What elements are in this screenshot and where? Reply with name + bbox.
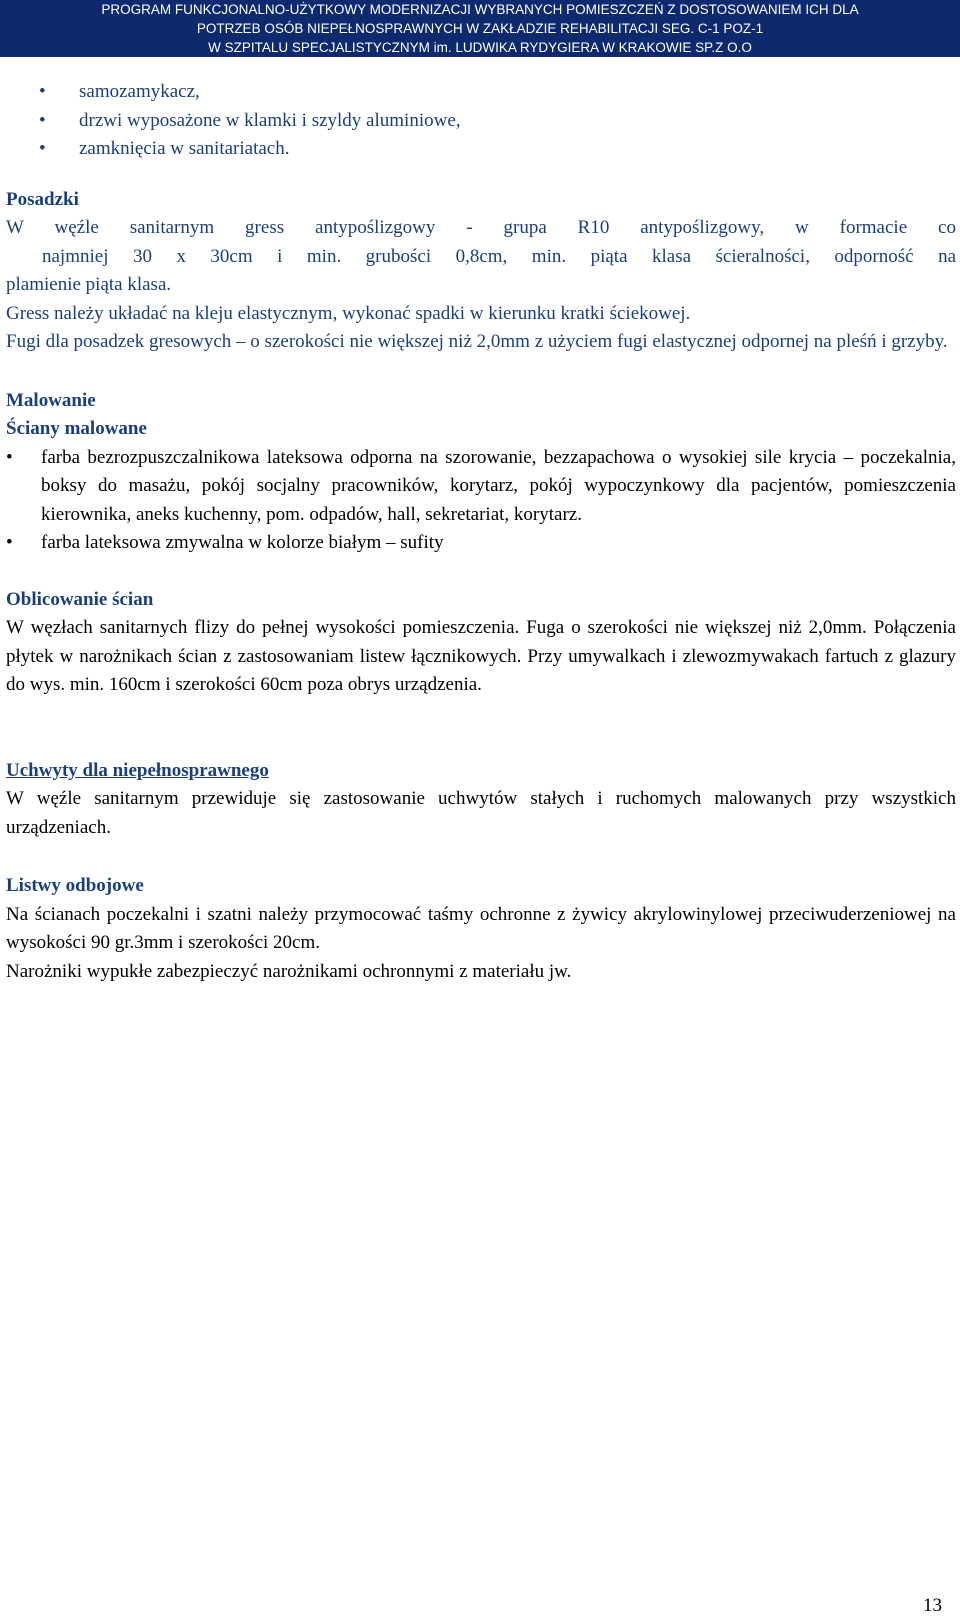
header-line-1: PROGRAM FUNKCJONALNO-UŻYTKOWY MODERNIZACJI WYBRANYCH POMIESZCZEŃ Z DOSTOSOWANIEM ICH DLA [101,2,859,17]
posadzki-paragraph-2: Gress należy układać na kleju elastycznym, wykonać spadki w kierunku kratki ściekowej. [6,302,691,324]
section-heading-oblicowanie: Oblicowanie ścian [6,588,154,610]
section-heading-listwy: Listwy odbojowe [6,875,144,896]
subheading-sciany-malowane: Ściany malowane [6,418,147,439]
list-item: • farba bezrozpuszczalnikowa lateksowa odporna na szorowanie, bezzapachowa o wysokiej sile krycia – poczekalnia, boksy do masażu, pokój socjalny pracowników, korytarz, pokój wypoczynkowy dla pacjentów, pomieszczenia kierownika, aneks kuchenny, pom. odpadów, hall, sekretariat, korytarz. [6,444,956,530]
header-line-3: W SZPITALU SPECJALISTYCZNYM im. LUDWIKA RYDYGIERA W KRAKOWIE SP.Z O.O [208,40,752,55]
paragraph-line: najmniej 30 x 30cm i min. grubości 0,8cm, min. piąta klasa ścieralności, odporność na [42,245,956,267]
uchwyty-paragraph: W węźle sanitarnym przewiduje się zastosowanie uchwytów stałych i ruchomych malowanych przy wszystkich urządzeniach. [6,788,956,838]
oblicowanie-paragraph: W węzłach sanitarnych flizy do pełnej wysokości pomieszczenia. Fuga o szerokości nie większej niż 2,0mm. Połączenia płytek w narożnikach ścian z zastosowaniam listew łącznikowych. Przy umywalkach i zlewozmywakach fartuch z glazury do wys. min. 160cm i szerokości 60cm poza obrys urządzenia. [6,617,956,695]
page-number: 13 [923,1595,942,1616]
document-body [6,78,956,986]
paint-list [6,444,956,558]
list-item: • drzwi wyposażone w klamki i szyldy aluminiowe, [6,107,956,136]
list-item: • samozamykacz, [6,78,956,107]
section-heading-malowanie: Malowanie [6,389,96,411]
posadzki-paragraph-3: Fugi dla posadzek gresowych – o szerokości nie większej niż 2,0mm z użyciem fugi elastycznej odpornej na pleśń i grzyby. [6,331,948,352]
posadzki-paragraph-1 [6,214,956,300]
section-heading-uchwyty: Uchwyty dla niepełnosprawnego [6,759,269,781]
document-header [0,0,960,57]
paragraph-line: W węźle sanitarnym gress antypoślizgowy - grupa R10 antypoślizgowy, w formacie co [6,217,956,238]
door-features-list [6,78,956,164]
paragraph-line: plamienie piąta klasa. [6,274,172,295]
list-item: • zamknięcia w sanitariatach. [6,135,956,164]
list-item: • farba lateksowa zmywalna w kolorze białym – sufity [6,529,956,558]
section-heading-posadzki: Posadzki [6,188,79,210]
header-line-2: POTRZEB OSÓB NIEPEŁNOSPRAWNYCH W ZAKŁADZIE REHABILITACJI SEG. C-1 POZ-1 [196,21,764,36]
listwy-paragraph-2: Narożniki wypukłe zabezpieczyć narożnikami ochronnymi z materiału jw. [6,960,572,982]
listwy-paragraph: Na ścianach poczekalni i szatni należy przymocować taśmy ochronne z żywicy akrylowinylowej przeciwuderzeniowej na wysokości 90 gr.3mm i szerokości 20cm. [6,903,956,953]
